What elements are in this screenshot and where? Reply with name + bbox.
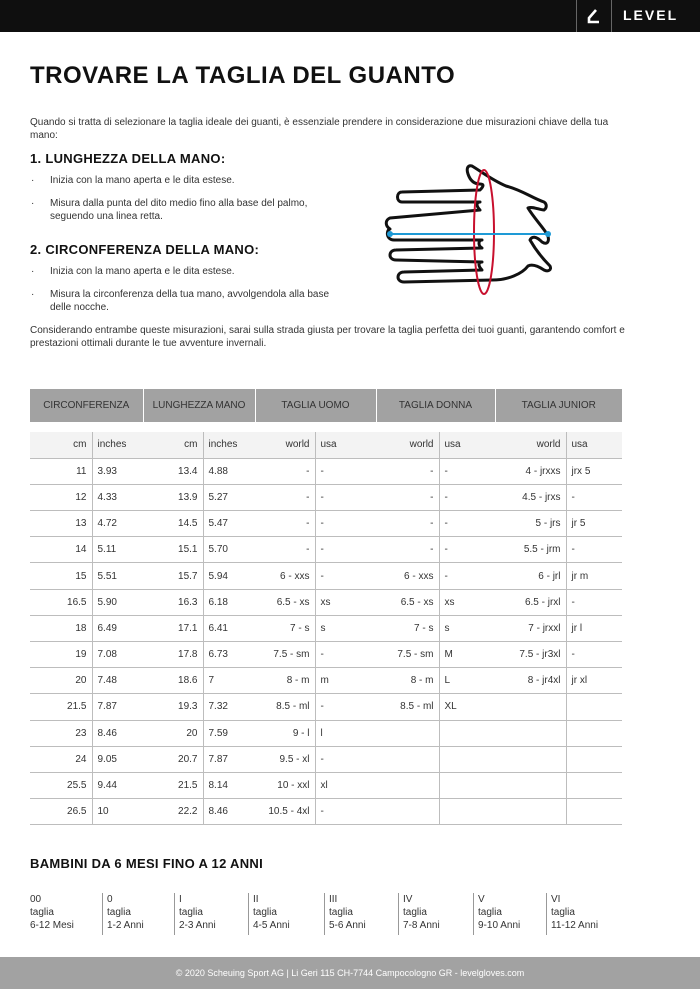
table-cell: 6.73 xyxy=(203,642,255,668)
table-cell: - xyxy=(376,458,439,484)
table-cell: 5.5 - jrm xyxy=(495,537,566,563)
table-cell: 7.08 xyxy=(92,642,143,668)
kids-size-size: VI xyxy=(551,894,561,905)
table-cell: 8.46 xyxy=(203,799,255,825)
table-cell: 5.27 xyxy=(203,484,255,510)
table-cell: 14.5 xyxy=(143,511,203,537)
table-cell: - xyxy=(566,484,622,510)
kids-size-label: taglia xyxy=(329,907,353,918)
table-cell: 7.48 xyxy=(92,668,143,694)
table-cell: 10 - xxl xyxy=(255,772,315,798)
kids-size-item xyxy=(398,893,440,935)
table-cell xyxy=(439,746,495,772)
table-spacer xyxy=(30,422,622,432)
list-item: · Misura la circonferenza della tua mano, avvolgendola alla base delle nocche. xyxy=(30,288,340,314)
kids-size-item xyxy=(174,893,216,935)
table-cell: - xyxy=(439,458,495,484)
table-cell: xs xyxy=(315,589,376,615)
table-cell: 5.47 xyxy=(203,511,255,537)
kids-size-size: 0 xyxy=(107,894,113,905)
table-header-row xyxy=(30,389,622,422)
table-cell: 13 xyxy=(30,511,92,537)
table-cell xyxy=(566,694,622,720)
spacer-cell xyxy=(30,422,622,432)
kids-size-item xyxy=(324,893,366,935)
table-cell: 7.5 - sm xyxy=(376,642,439,668)
table-cell: 8.5 - ml xyxy=(255,694,315,720)
table-row xyxy=(30,772,622,798)
table-cell: 21.5 xyxy=(30,694,92,720)
table-row xyxy=(30,642,622,668)
length-marker-end xyxy=(387,231,393,237)
kids-size-size: I xyxy=(179,894,182,905)
intro-text: Quando si tratta di selezionare la taglia ideale dei guanti, è essenziale prendere in considerazione due misurazioni chiave della tua mano: xyxy=(30,117,609,141)
section-heading-circumference: 2. CIRCONFERENZA DELLA MANO: xyxy=(30,242,260,257)
subheader-cell: usa xyxy=(315,432,376,458)
table-cell: - xyxy=(439,537,495,563)
table-cell xyxy=(376,746,439,772)
table-cell: - xyxy=(255,537,315,563)
table-cell: M xyxy=(439,642,495,668)
table-cell: 7.5 - sm xyxy=(255,642,315,668)
table-row xyxy=(30,537,622,563)
table-cell: 4.5 - jrxs xyxy=(495,484,566,510)
table-cell xyxy=(495,772,566,798)
table-cell: 17.8 xyxy=(143,642,203,668)
table-cell: 7.5 - jr3xl xyxy=(495,642,566,668)
kids-size-size: II xyxy=(253,894,259,905)
table-cell: 7.87 xyxy=(92,694,143,720)
hand-measure-illustration xyxy=(382,162,557,302)
header-men-size: TAGLIA UOMO xyxy=(255,389,376,422)
subheader-cell: inches xyxy=(203,432,255,458)
table-row xyxy=(30,563,622,589)
table-cell: - xyxy=(566,642,622,668)
table-cell: 7 - jrxxl xyxy=(495,615,566,641)
table-cell: 5.90 xyxy=(92,589,143,615)
table-cell: - xyxy=(566,537,622,563)
table-cell: 4.72 xyxy=(92,511,143,537)
table-cell: 6.41 xyxy=(203,615,255,641)
table-cell: - xyxy=(439,511,495,537)
table-cell: 25.5 xyxy=(30,772,92,798)
table-cell: 8 - m xyxy=(255,668,315,694)
table-cell: jrx 5 xyxy=(566,458,622,484)
header-women-size: TAGLIA DONNA xyxy=(376,389,495,422)
table-cell: 7.59 xyxy=(203,720,255,746)
table-cell: - xyxy=(376,537,439,563)
kids-size-age: 2-3 Anni xyxy=(179,920,216,931)
brand-logo-text: LEVEL xyxy=(623,7,679,23)
kids-size-label: taglia xyxy=(551,907,575,918)
table-cell: 6.5 - jrxl xyxy=(495,589,566,615)
table-cell xyxy=(376,772,439,798)
closing-text: Considerando entrambe queste misurazioni, sarai sulla strada giusta per trovare la taglia perfetta dei tuoi guanti, garantendo comfort e prestazioni ottimali durante le tue avventure invernali. xyxy=(30,325,625,349)
table-cell: 7 - s xyxy=(255,615,315,641)
table-cell xyxy=(439,720,495,746)
size-chart-table xyxy=(30,389,622,825)
kids-size-label: taglia xyxy=(403,907,427,918)
subheader-cell: usa xyxy=(566,432,622,458)
subheader-cell: inches xyxy=(92,432,143,458)
table-cell xyxy=(495,799,566,825)
table-cell: 15.7 xyxy=(143,563,203,589)
table-cell xyxy=(439,772,495,798)
header-hand-length: LUNGHEZZA MANO xyxy=(143,389,255,422)
table-cell: - xyxy=(255,458,315,484)
length-instructions xyxy=(30,174,340,233)
table-cell: 3.93 xyxy=(92,458,143,484)
table-cell: 5 - jrs xyxy=(495,511,566,537)
footer: © 2020 Scheuing Sport AG | Li Geri 115 CH-7744 Campocologno GR - levelgloves.com xyxy=(0,957,700,989)
table-row xyxy=(30,746,622,772)
table-cell xyxy=(566,772,622,798)
table-cell: 9 - l xyxy=(255,720,315,746)
table-cell: 8 - jr4xl xyxy=(495,668,566,694)
table-cell: 15.1 xyxy=(143,537,203,563)
kids-size-label: taglia xyxy=(107,907,131,918)
table-cell xyxy=(495,720,566,746)
table-cell: 7.32 xyxy=(203,694,255,720)
kids-size-age: 11-12 Anni xyxy=(551,920,599,931)
hand-outline xyxy=(386,166,550,282)
kids-size-age: 9-10 Anni xyxy=(478,920,521,931)
table-cell: - xyxy=(376,484,439,510)
table-cell: 9.5 - xl xyxy=(255,746,315,772)
table-cell: jr l xyxy=(566,615,622,641)
table-cell: 22.2 xyxy=(143,799,203,825)
table-cell: 10.5 - 4xl xyxy=(255,799,315,825)
table-cell xyxy=(376,720,439,746)
table-cell: 18 xyxy=(30,615,92,641)
table-cell: 8.46 xyxy=(92,720,143,746)
table-cell: 5.70 xyxy=(203,537,255,563)
table-cell: 6 - jrl xyxy=(495,563,566,589)
table-cell: 21.5 xyxy=(143,772,203,798)
table-cell xyxy=(439,799,495,825)
kids-size-label: taglia xyxy=(478,907,502,918)
kids-section-title: BAMBINI DA 6 MESI FINO A 12 ANNI xyxy=(30,856,264,871)
table-subheader-row xyxy=(30,432,622,458)
table-cell: xs xyxy=(439,589,495,615)
table-cell: 10 xyxy=(92,799,143,825)
table-cell: - xyxy=(376,511,439,537)
table-cell: - xyxy=(255,511,315,537)
table-cell: 6 - xxs xyxy=(376,563,439,589)
table-cell: 5.94 xyxy=(203,563,255,589)
table-cell: xl xyxy=(315,772,376,798)
table-cell xyxy=(376,799,439,825)
page-title: TROVARE LA TAGLIA DEL GUANTO xyxy=(30,62,456,89)
table-cell xyxy=(495,746,566,772)
table-cell: - xyxy=(315,642,376,668)
table-row xyxy=(30,511,622,537)
table-cell: - xyxy=(315,563,376,589)
table-row xyxy=(30,615,622,641)
table-cell: - xyxy=(566,589,622,615)
table-cell: 18.6 xyxy=(143,668,203,694)
table-cell: 6.5 - xs xyxy=(376,589,439,615)
table-cell: 13.9 xyxy=(143,484,203,510)
table-cell: 26.5 xyxy=(30,799,92,825)
table-row xyxy=(30,589,622,615)
table-row xyxy=(30,694,622,720)
subheader-cell: cm xyxy=(30,432,92,458)
divider xyxy=(611,0,612,32)
table-cell: 8 - m xyxy=(376,668,439,694)
subheader-cell: world xyxy=(376,432,439,458)
kids-size-item xyxy=(102,893,144,935)
table-cell: - xyxy=(315,799,376,825)
table-cell: 16.5 xyxy=(30,589,92,615)
level-logo-icon xyxy=(585,7,603,25)
table-cell: 16.3 xyxy=(143,589,203,615)
header-junior-size: TAGLIA JUNIOR xyxy=(495,389,622,422)
kids-size-label: taglia xyxy=(30,907,54,918)
table-cell: - xyxy=(315,694,376,720)
table-cell: 4.33 xyxy=(92,484,143,510)
table-cell: - xyxy=(255,484,315,510)
table-cell: jr 5 xyxy=(566,511,622,537)
table-cell: XL xyxy=(439,694,495,720)
kids-size-label: taglia xyxy=(179,907,203,918)
table-cell: s xyxy=(315,615,376,641)
table-cell: 13.4 xyxy=(143,458,203,484)
table-cell: 20 xyxy=(143,720,203,746)
table-cell: - xyxy=(315,537,376,563)
table-row xyxy=(30,484,622,510)
table-cell: 14 xyxy=(30,537,92,563)
table-row xyxy=(30,668,622,694)
table-cell: l xyxy=(315,720,376,746)
list-item: · Inizia con la mano aperta e le dita estese. xyxy=(30,265,340,278)
table-cell: - xyxy=(315,746,376,772)
kids-size-item xyxy=(473,893,520,935)
table-cell: 17.1 xyxy=(143,615,203,641)
table-cell: s xyxy=(439,615,495,641)
circumference-instructions xyxy=(30,265,340,324)
table-cell: 15 xyxy=(30,563,92,589)
table-row xyxy=(30,799,622,825)
table-cell: 20 xyxy=(30,668,92,694)
kids-size-size: V xyxy=(478,894,485,905)
subheader-cell: world xyxy=(255,432,315,458)
section-heading-length: 1. LUNGHEZZA DELLA MANO: xyxy=(30,151,226,166)
top-bar xyxy=(0,0,700,32)
kids-size-size: 00 xyxy=(30,894,42,905)
list-item: · Misura dalla punta del dito medio fino alla base del palmo, seguendo una linea retta. xyxy=(30,197,340,223)
list-item: · Inizia con la mano aperta e le dita estese. xyxy=(30,174,340,187)
table-cell: 8.14 xyxy=(203,772,255,798)
table-cell: 8.5 - ml xyxy=(376,694,439,720)
table-body xyxy=(30,422,622,825)
table-cell: 23 xyxy=(30,720,92,746)
table-cell: 7 xyxy=(203,668,255,694)
table-cell: 9.05 xyxy=(92,746,143,772)
divider xyxy=(576,0,577,32)
table-cell: 12 xyxy=(30,484,92,510)
table-cell xyxy=(495,694,566,720)
table-cell: 5.51 xyxy=(92,563,143,589)
kids-size-item xyxy=(546,893,598,935)
table-row xyxy=(30,720,622,746)
table-cell: 9.44 xyxy=(92,772,143,798)
table-cell: - xyxy=(439,484,495,510)
kids-size-size: IV xyxy=(403,894,413,905)
table-cell: - xyxy=(439,563,495,589)
kids-size-age: 5-6 Anni xyxy=(329,920,366,931)
kids-size-age: 1-2 Anni xyxy=(107,920,144,931)
table-cell: 7 - s xyxy=(376,615,439,641)
table-cell: m xyxy=(315,668,376,694)
table-cell: L xyxy=(439,668,495,694)
table-cell: 19 xyxy=(30,642,92,668)
table-cell: 4.88 xyxy=(203,458,255,484)
table-cell: 6 - xxs xyxy=(255,563,315,589)
table-cell: 6.5 - xs xyxy=(255,589,315,615)
kids-size-label: taglia xyxy=(253,907,277,918)
table-cell xyxy=(566,799,622,825)
kids-size-age: 4-5 Anni xyxy=(253,920,290,931)
kids-size-age: 6-12 Mesi xyxy=(30,920,74,931)
table-cell: 20.7 xyxy=(143,746,203,772)
kids-size-item xyxy=(30,893,74,935)
table-cell: jr m xyxy=(566,563,622,589)
table-cell: 6.49 xyxy=(92,615,143,641)
table-cell xyxy=(566,746,622,772)
table-row xyxy=(30,458,622,484)
header-circumference: CIRCONFERENZA xyxy=(30,389,143,422)
table-cell: 11 xyxy=(30,458,92,484)
table-cell: 19.3 xyxy=(143,694,203,720)
table-cell: jr xl xyxy=(566,668,622,694)
table-cell: 4 - jrxxs xyxy=(495,458,566,484)
table-cell: 5.11 xyxy=(92,537,143,563)
table-cell: - xyxy=(315,484,376,510)
length-marker-end xyxy=(545,231,551,237)
kids-size-item xyxy=(248,893,290,935)
kids-size-size: III xyxy=(329,894,338,905)
subheader-cell: usa xyxy=(439,432,495,458)
table-cell: 6.18 xyxy=(203,589,255,615)
table-cell: - xyxy=(315,511,376,537)
kids-size-list xyxy=(30,893,622,935)
kids-size-age: 7-8 Anni xyxy=(403,920,440,931)
table-cell: 7.87 xyxy=(203,746,255,772)
table-cell xyxy=(566,720,622,746)
table-cell: - xyxy=(315,458,376,484)
subheader-cell: world xyxy=(495,432,566,458)
table-cell: 24 xyxy=(30,746,92,772)
subheader-cell: cm xyxy=(143,432,203,458)
